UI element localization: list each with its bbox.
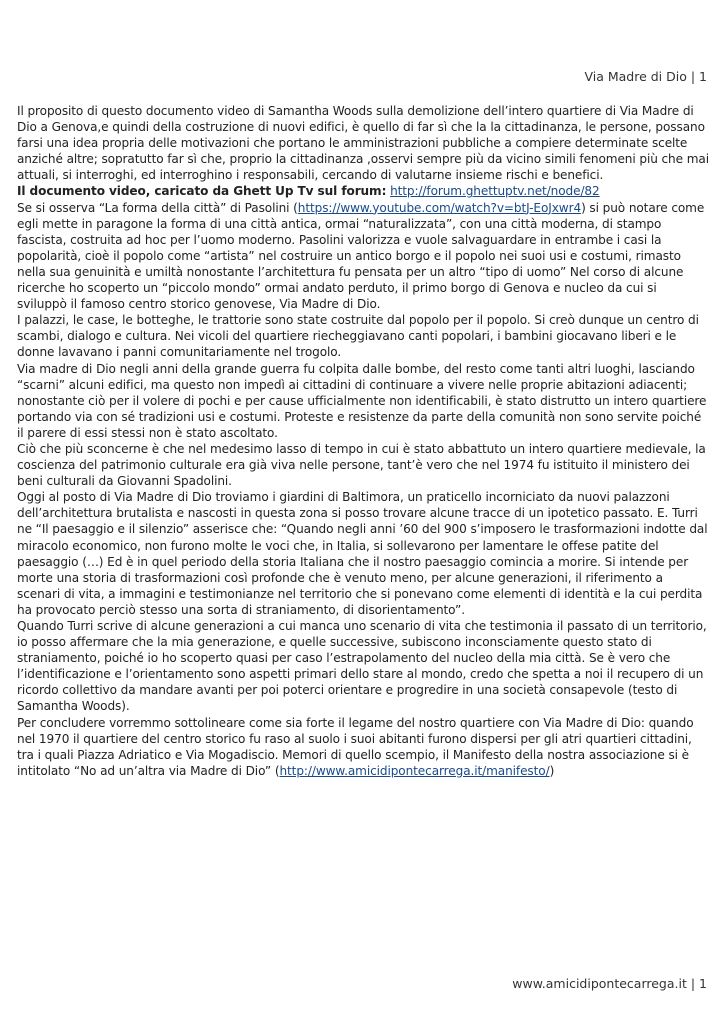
paragraph-pasolini [17, 200, 709, 313]
header-title: Via Madre di Dio [584, 69, 687, 84]
paragraph-coscienza: Ciò che più sconcerne è che nel medesimo lasso di tempo in cui è stato abbattuto un intero quartiere medievale, la coscienza del patrimonio culturale era già viva nelle persone, tant’è vero che nel 1974 fu istituito il ministero dei beni culturali da Giovanni Spadolini. [17, 441, 706, 489]
paragraph-guerra: Via madre di Dio negli anni della grande guerra fu colpita dalle bombe, del resto come tanti altri luoghi, lasciando “scarni” alcuni edifici, ma questo non impedì ai cittadini di continuare a vivere nelle proprie abitazioni adiacenti; nonostante ciò per il volere di pochi e per cause ufficialmente non identificabili, è stato distrutto un intero quartiere portando via con sé tradizioni usi e costumi. Proteste e resistenze da parte della comunità non sono servite poiché il parere di essi stessi non è stato ascoltato. [17, 361, 707, 440]
conclusione-text-start: Per concludere vorremmo sottolineare come sia forte il legame del nostro quartiere con Via Madre di Dio: quando nel 1970 il quartiere del centro storico fu raso al suolo i suoi abitanti furono dispersi per gli atri quartieri cittadini, tra i quali Piazza Adriatico e Via Mogadiscio. Memori di quello scempio, il Manifesto della nostra associazione si è intitolato “No ad un’altra via Madre di Dio” ( [17, 715, 694, 778]
conclusione-text-end: ) [549, 763, 555, 778]
pasolini-text-start: Se si osserva “La forma della città” di Pasolini ( [17, 200, 298, 215]
header-page-number: 1 [699, 69, 707, 84]
footer-separator: | [686, 976, 700, 991]
pasolini-text-end: ) si può notare come egli mette in paragone la forma di una città antica, ormai “naturalizzata”, con una città moderna, di stampo fascista, costruita ad hoc per l’uomo moderno. Pasolini valorizza e vuole salvaguardare in entrambe i casi la popolarità, cioè il popolo come “artista” nel costruire un antico borgo e il popolo nei suoi usi e costumi, rimasto nella sua genuinità e umiltà nonostante l’architettura fu pensata per un altro “tipo di uomo” Nel corso di alcune ricerche ho scoperto un “piccolo mondo” ormai andato perduto, il primo borgo di Genova e nucleo da cui si sviluppò il famoso centro storico genovese, Via Madre di Dio. [17, 200, 705, 312]
header-separator: | [686, 69, 700, 84]
forum-link[interactable]: http://forum.ghettuptv.net/node/82 [390, 184, 600, 199]
youtube-link[interactable]: https://www.youtube.com/watch?v=btJ-EoJxwr4 [297, 200, 582, 215]
page-footer [512, 976, 707, 992]
document-body [17, 103, 709, 779]
page-header [584, 69, 707, 85]
footer-page-number: 1 [699, 976, 707, 991]
paragraph-conclusione [17, 715, 709, 779]
footer-site: www.amicidipontecarrega.it [512, 976, 687, 991]
paragraph-palazzi: I palazzi, le case, le botteghe, le trattorie sono state costruite dal popolo per il popolo. Si creò dunque un centro di scambi, dialogo e cultura. Nei vicoli del quartiere riecheggiavano canti popolari, i bambini giocavano liberi e le donne lavavano i panni comunitariamente nel trogolo. [17, 313, 699, 360]
manifesto-link[interactable]: http://www.amicidipontecarrega.it/manifesto/ [279, 763, 550, 778]
video-source-label: Il documento video, caricato da Ghett Up Tv sul forum: [17, 184, 387, 199]
paragraph-turri-quote: Oggi al posto di Via Madre di Dio troviamo i giardini di Baltimora, un praticello incorniciato da nuovi palazzoni dell’architettura brutalista e nascosti in questa zona si posso trovare alcune tracce di un ipotetico passato. E. Turri ne “Il paesaggio e il silenzio” asserisce che: “Quando negli anni ’60 del 900 s’imposero le trasformazioni indotte dal miracolo economico, non furono molte le voci che, in Italia, si sollevarono per lamentare le offese patite del paesaggio (…) Ed è in quel periodo della storia Italiana che il nostro paesaggio comincia a morire. Si intende per morte una storia di trasformazioni così profonde che è venuto meno, per alcune generazioni, il riferimento a scenari di vita, a immagini e testimonianze nel territorio che si ponevano come elementi di identità e la cui perdita ha provocato perciò stesso una sorta di straniamento, di disorientamento”. [17, 490, 708, 617]
paragraph-video-source [17, 183, 709, 199]
paragraph-generazione: Quando Turri scrive di alcune generazioni a cui manca uno scenario di vita che testimonia il passato di un territorio, io posso affermare che la mia generazione, e quelle successive, subiscono inconsciamente questo stato di straniamento, poiché io ho scoperto quasi per caso l’estrapolamento del nucleo della mia città. Se è vero che l’identificazione e l’orientamento sono aspetti primari dello stare al mondo, credo che spetta a noi il recupero di un ricordo collettivo da mandare avanti per poi poterci orientare e progredire in una società consapevole (testo di Samantha Woods). [17, 619, 707, 714]
paragraph-intro: Il proposito di questo documento video di Samantha Woods sulla demolizione dell’intero quartiere di Via Madre di Dio a Genova,e quindi della costruzione di nuovi edifici, è quello di far sì che la la cittadinanza, le persone, possano farsi una idea propria delle motivazioni che portano le amministrazioni pubbliche a compiere determinate scelte anziché altre; sopratutto far sì che, proprio la cittadinanza ,osservi sempre più da vicino simili fenomeni più che mai attuali, si interroghi, ed interroghino i responsabili, cercando di valutarne insieme rischi e benefici. [17, 104, 709, 183]
